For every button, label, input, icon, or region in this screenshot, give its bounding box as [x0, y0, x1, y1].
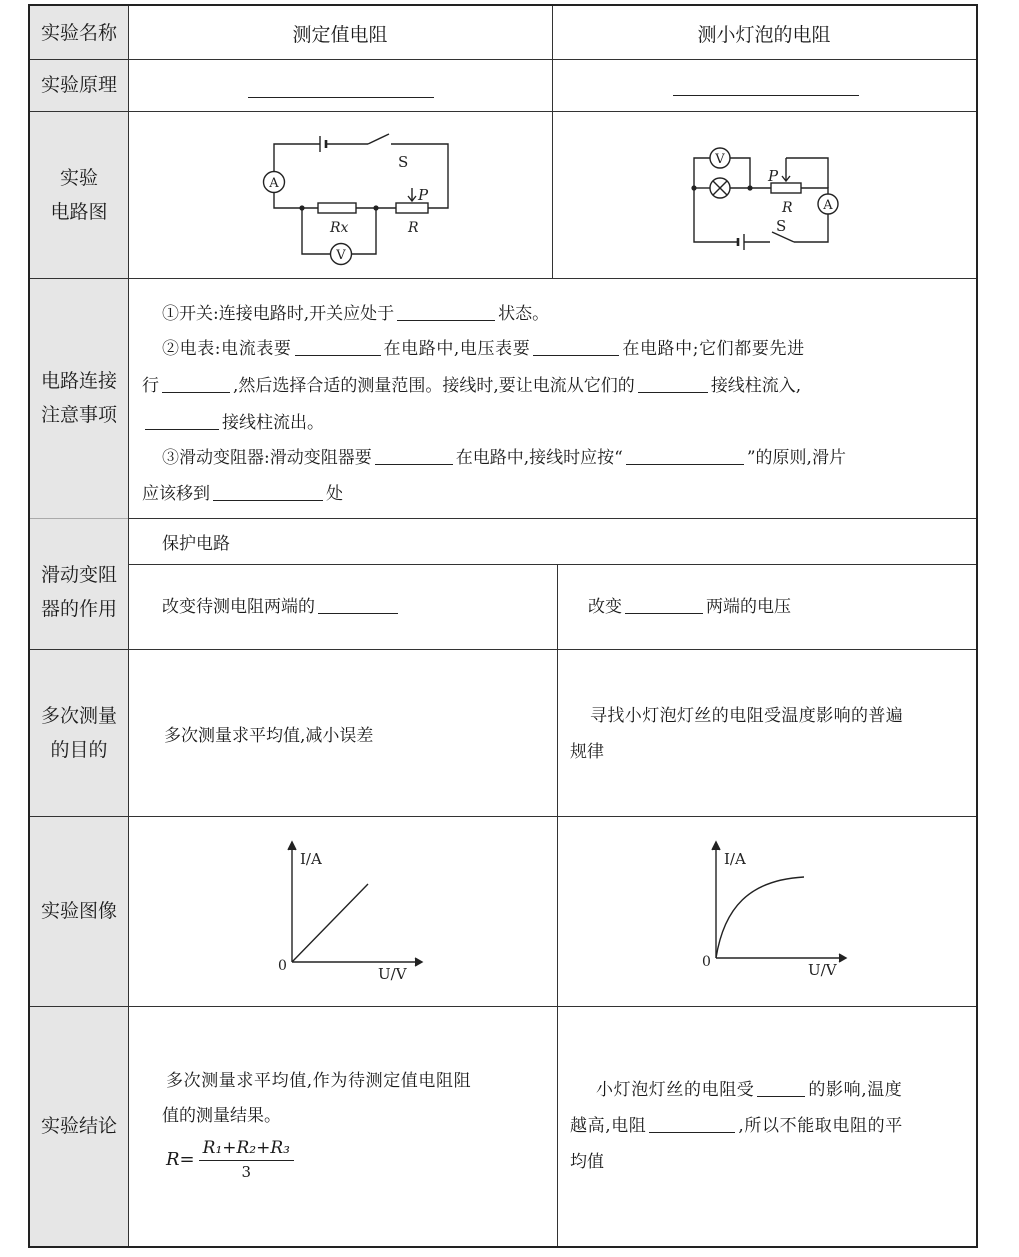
conclusion-left-line2: 值的测量结果。: [162, 1106, 281, 1126]
conclusion-formula: [166, 1138, 294, 1181]
note-text: 在电路中,接线时应按“: [455, 448, 623, 468]
formula-denominator: 3: [241, 1163, 252, 1181]
note-rheostat-cont: [142, 476, 972, 513]
switch-label: S: [398, 153, 409, 171]
x-axis-label: U/V: [808, 961, 837, 979]
label-purpose-line2: 的目的: [50, 738, 108, 761]
note-meters: [162, 331, 972, 368]
ammeter-symbol: A: [269, 176, 279, 191]
label-circuit-line1: 实验: [59, 166, 98, 189]
x-axis-label: U/V: [378, 965, 407, 983]
header-fixed-resistor: 测定值电阻: [292, 24, 388, 46]
blank-switch-state[interactable]: [397, 319, 495, 321]
principle-blank-left[interactable]: [248, 97, 434, 98]
note-text: ,然后选择合适的测量范围。接线时,要让电流从它们的: [233, 376, 635, 396]
conclusion-right-line1: [596, 1072, 976, 1109]
graph-curve: [694, 838, 854, 983]
switch-label: S: [776, 217, 787, 235]
label-conclusion: 实验结论: [40, 1115, 117, 1137]
circuit-diagram-fixed-resistor: [258, 134, 458, 269]
conclusion-text: ,所以不能取电阻的平: [738, 1116, 903, 1136]
circuit-diagram-bulb: [688, 146, 848, 251]
label-notes-line1: 电路连接: [40, 370, 117, 392]
origin-label: 0: [278, 958, 287, 974]
note-text: 行: [142, 376, 159, 396]
slider-label: P: [768, 167, 779, 185]
experiment-table: [28, 4, 978, 1248]
principle-blank-right[interactable]: [673, 95, 859, 96]
blank-temperature[interactable]: [757, 1095, 805, 1097]
note-text: 在电路中;它们都要先进: [622, 339, 805, 359]
conclusion-text: 的影响,温度: [808, 1080, 903, 1100]
purpose-right-line2: 规律: [570, 742, 604, 762]
formula-lhs: R=: [166, 1149, 195, 1170]
note-text: ①开关:连接电路时,开关应处于: [162, 304, 395, 324]
note-text: 处: [326, 484, 343, 504]
note-meters-end: [142, 405, 972, 442]
role-right: [588, 589, 791, 626]
row-divider: [30, 816, 976, 817]
header-bulb-resistance: 测小灯泡的电阻: [697, 24, 831, 46]
role-text: 改变待测电阻两端的: [162, 597, 315, 617]
row-divider: [30, 59, 976, 60]
row-divider: [30, 649, 976, 650]
resistor-label: Rx: [330, 220, 349, 236]
note-text: 接线柱流出。: [222, 413, 324, 433]
blank-role-left[interactable]: [318, 612, 398, 614]
linear-line: [292, 884, 368, 962]
label-notes-line2: 注意事项: [40, 404, 117, 426]
role-protect-circuit: 保护电路: [162, 534, 230, 554]
blank-role-right[interactable]: [625, 612, 703, 614]
conclusion-right-line2: [570, 1108, 974, 1145]
rheostat-label: R: [408, 220, 419, 236]
label-role-line1: 滑动变阻: [40, 564, 117, 586]
curve-line: [716, 877, 804, 958]
voltmeter-symbol: V: [715, 152, 725, 167]
blank-zero-adjust[interactable]: [162, 391, 230, 393]
blank-terminal-in[interactable]: [638, 391, 708, 393]
role-text: 两端的电压: [706, 597, 791, 617]
blank-rheostat-connect[interactable]: [375, 463, 453, 465]
role-text: 改变: [588, 597, 622, 617]
ammeter-symbol: A: [823, 198, 833, 213]
row-divider: [128, 564, 976, 565]
label-purpose-line1: 多次测量: [40, 704, 117, 727]
blank-slider-position[interactable]: [213, 499, 323, 501]
label-purpose: [30, 649, 128, 816]
row-divider: [30, 111, 976, 112]
blank-voltmeter[interactable]: [533, 354, 619, 356]
note-text: ③滑动变阻器:滑动变阻器要: [162, 448, 372, 468]
row-divider: [30, 518, 128, 519]
column-divider: [557, 564, 558, 1246]
label-notes: [30, 278, 128, 518]
formula-numerator: R₁+R₂+R₃: [199, 1138, 294, 1161]
blank-ammeter[interactable]: [295, 354, 381, 356]
row-divider: [30, 1006, 976, 1007]
label-role-line2: 器的作用: [40, 598, 117, 620]
label-experiment-name: 实验名称: [40, 21, 117, 44]
rheostat-label: R: [782, 200, 793, 216]
note-text: 在电路中,电压表要: [383, 339, 531, 359]
formula-fraction: [199, 1138, 294, 1181]
label-circuit-line2: 电路图: [50, 200, 108, 223]
conclusion-text: 越高,电阻: [570, 1116, 647, 1136]
conclusion-text: 小灯泡灯丝的电阻受: [596, 1080, 755, 1100]
label-rheostat-role: [30, 536, 128, 648]
graph-linear: [270, 838, 430, 983]
role-left: [162, 589, 401, 626]
note-text: 状态。: [498, 304, 550, 324]
note-meters-cont: [142, 368, 972, 405]
blank-resistance-change[interactable]: [649, 1131, 735, 1133]
conclusion-right-line3: 均值: [570, 1152, 604, 1172]
column-divider: [128, 6, 129, 1246]
label-principle: 实验原理: [40, 74, 117, 96]
label-circuit: [30, 111, 128, 278]
purpose-left: 多次测量求平均值,减小误差: [164, 726, 374, 746]
row-divider: [30, 278, 976, 279]
y-axis-label: I/A: [300, 850, 322, 868]
row-divider: [128, 518, 976, 519]
note-text: 接线柱流入,: [710, 376, 802, 396]
note-text: 应该移到: [142, 484, 210, 504]
origin-label: 0: [702, 954, 711, 970]
slider-label: P: [418, 186, 429, 204]
label-graph: 实验图像: [40, 900, 117, 922]
note-text: ”的原则,滑片: [746, 448, 846, 468]
note-switch: [162, 296, 967, 333]
conclusion-left-line1: 多次测量求平均值,作为待测定值电阻阻: [166, 1071, 472, 1091]
note-text: ②电表:电流表要: [162, 339, 292, 359]
y-axis-label: I/A: [724, 850, 746, 868]
blank-terminal-out[interactable]: [145, 428, 219, 430]
voltmeter-symbol: V: [336, 248, 346, 263]
note-rheostat: [162, 440, 972, 477]
blank-rheostat-rule[interactable]: [626, 463, 744, 465]
purpose-right-line1: 寻找小灯泡灯丝的电阻受温度影响的普遍: [590, 706, 904, 726]
